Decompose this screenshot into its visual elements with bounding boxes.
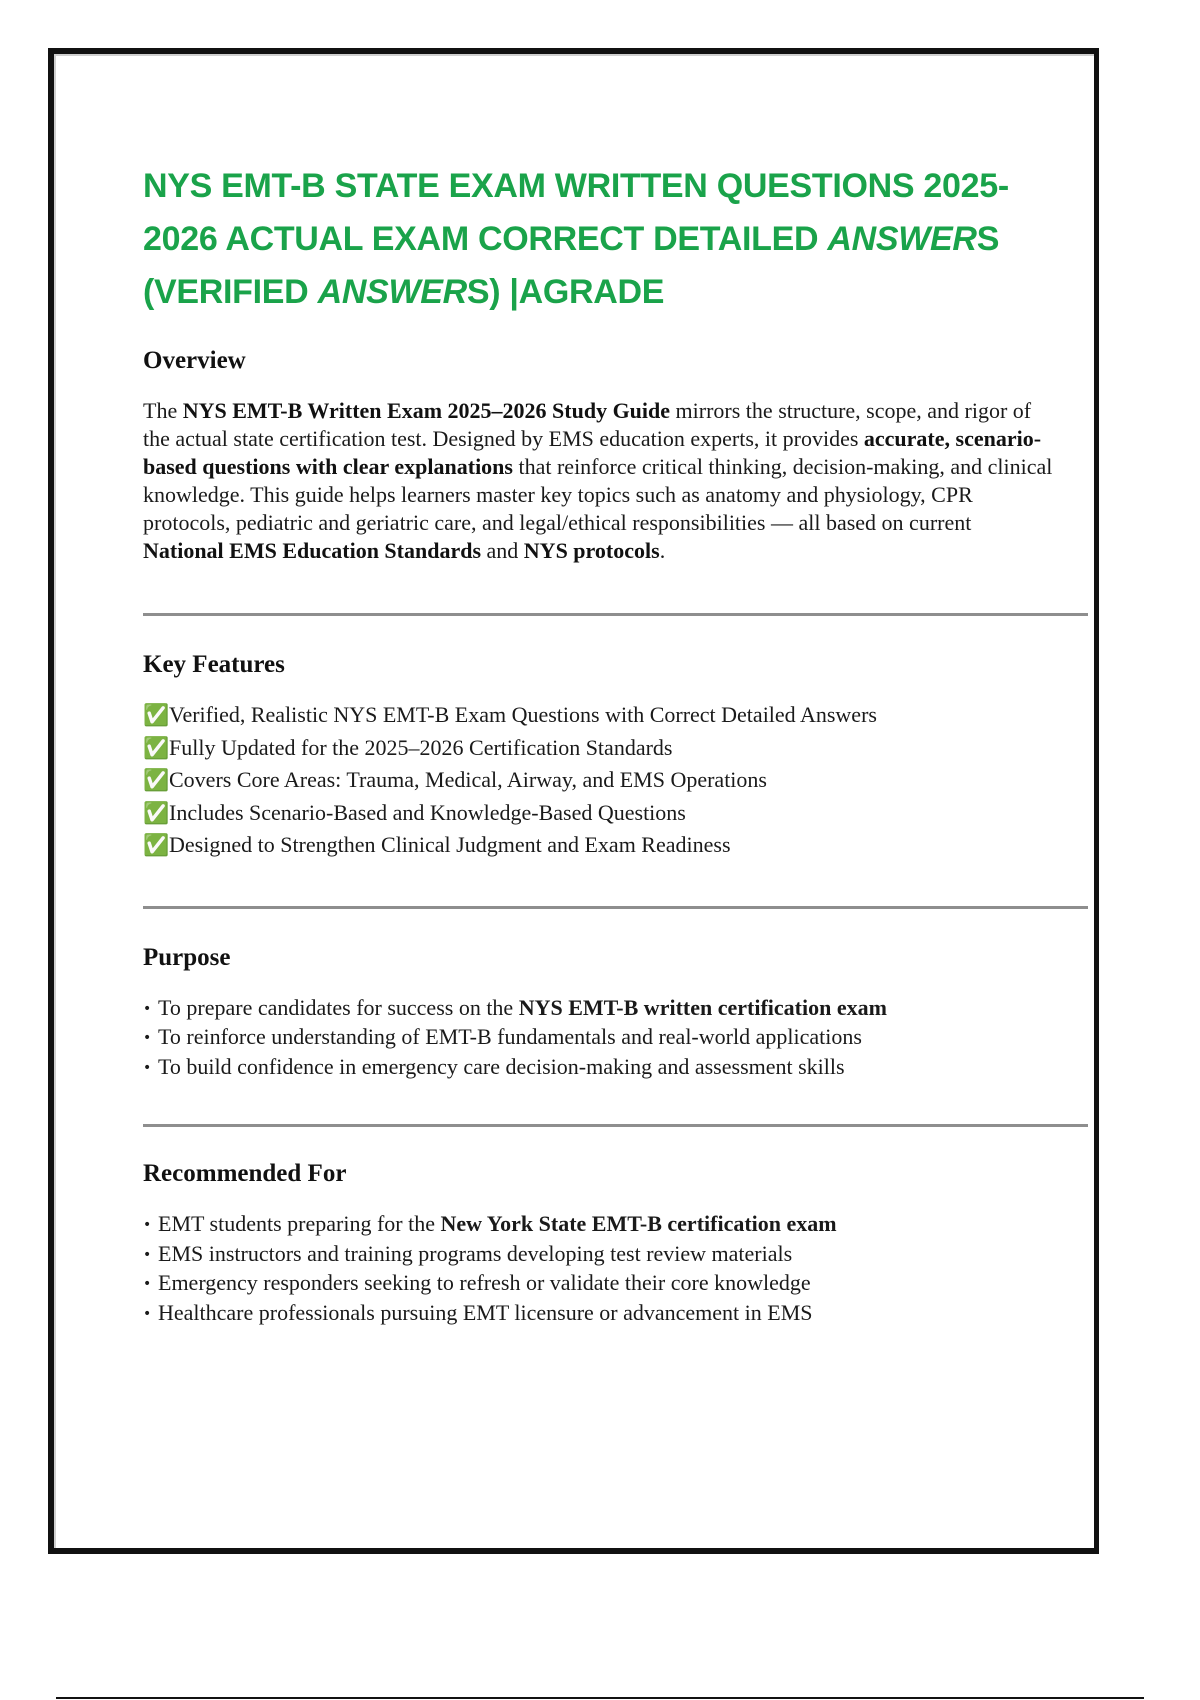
feature-text: Includes Scenario-Based and Knowledge-Based Questions	[169, 799, 686, 825]
check-mark-icon: ✅	[143, 768, 170, 792]
title-line-1: NYS EMT-B STATE EXAM WRITTEN QUESTIONS 2025-	[143, 167, 1009, 205]
overview-text-5: .	[659, 538, 666, 563]
list-item	[143, 764, 1088, 797]
list-item	[143, 1269, 1088, 1299]
list-item	[143, 1299, 1088, 1329]
overview-text-3: that reinforce critical thinking, decision-making, and clinical knowledge. This guide helps learners master key topics such as anatomy and physiology, CPR protocols, pediatric and geriatric care, and legal/ethical responsibilities — all based on current	[143, 454, 1053, 535]
recommended-text: Emergency responders seeking to refresh or validate their core knowledge	[158, 1270, 811, 1295]
list-item	[143, 994, 1088, 1024]
document-title	[143, 160, 1088, 319]
list-item	[143, 797, 1088, 830]
feature-text: Designed to Strengthen Clinical Judgment and Exam Readiness	[169, 832, 731, 857]
title-line-3c: S) |AGRADE	[466, 273, 665, 311]
overview-bold-standards: National EMS Education Standards	[143, 538, 482, 563]
list-item	[143, 699, 1088, 732]
purpose-heading: Purpose	[143, 943, 231, 971]
section-divider	[143, 613, 1088, 616]
recommended-heading: Recommended For	[143, 1160, 347, 1187]
overview-text-1: The	[143, 398, 183, 423]
title-line-2a: 2026 ACTUAL EXAM CORRECT DETAILED	[143, 220, 828, 258]
list-item	[143, 1240, 1088, 1270]
overview-text-2: mirrors the structure, scope, and rigor of the actual state certification test. Designed by EMS education experts, it provides	[143, 398, 1032, 451]
section-divider	[143, 906, 1088, 909]
purpose-list	[143, 994, 1088, 1083]
section-divider	[143, 1124, 1088, 1127]
document-content	[143, 160, 1088, 1328]
bullet-icon: •	[143, 1217, 152, 1233]
key-features-heading: Key Features	[143, 651, 285, 678]
title-line-3a: (VERIFIED	[143, 273, 318, 311]
overview-paragraph	[143, 397, 1055, 565]
title-line-3b: ANSWER	[317, 273, 467, 311]
overview-heading: Overview	[143, 347, 246, 374]
list-item	[143, 732, 1088, 765]
title-line-2c: S	[976, 220, 1000, 258]
check-mark-icon: ✅	[143, 800, 170, 825]
bullet-icon: •	[143, 1030, 152, 1046]
list-item	[143, 1053, 1088, 1083]
bullet-icon: •	[143, 1000, 152, 1017]
overview-bold-questions: accurate, scenario-based questions with clear explanations	[143, 426, 1042, 479]
feature-text: Verified, Realistic NYS EMT-B Exam Questions with Correct Detailed Answers	[169, 702, 877, 727]
recommended-bold: New York State EMT-B certification exam	[440, 1211, 837, 1236]
recommended-text: EMS instructors and training programs developing test review materials	[158, 1240, 793, 1266]
recommended-text: EMT students preparing for the	[158, 1211, 441, 1236]
recommended-text: Healthcare professionals pursuing EMT licensure or advancement in EMS	[158, 1299, 813, 1325]
purpose-text: To build confidence in emergency care decision-making and assessment skills	[158, 1053, 845, 1079]
title-line-2b: ANSWER	[827, 220, 977, 258]
bullet-icon: •	[143, 1305, 152, 1322]
purpose-text: To prepare candidates for success on the	[158, 994, 519, 1020]
list-item	[143, 1210, 1088, 1240]
overview-bold-study-guide: NYS EMT-B Written Exam 2025–2026 Study Guide	[182, 398, 671, 423]
check-mark-icon: ✅	[143, 833, 170, 857]
list-item	[143, 1023, 1088, 1053]
check-mark-icon: ✅	[143, 735, 170, 760]
bullet-icon: •	[143, 1059, 152, 1076]
purpose-text: To reinforce understanding of EMT-B fundamentals and real-world applications	[158, 1024, 862, 1049]
list-item	[143, 829, 1088, 862]
overview-bold-protocols: NYS protocols	[523, 538, 660, 563]
bullet-icon: •	[143, 1276, 152, 1292]
check-mark-icon: ✅	[143, 703, 170, 727]
overview-text-4: and	[481, 538, 524, 563]
purpose-bold: NYS EMT-B written certification exam	[518, 994, 887, 1020]
key-features-list	[143, 699, 1088, 862]
bullet-icon: •	[143, 1246, 152, 1263]
recommended-list	[143, 1210, 1088, 1328]
feature-text: Fully Updated for the 2025–2026 Certification Standards	[169, 734, 673, 760]
feature-text: Covers Core Areas: Trauma, Medical, Airway, and EMS Operations	[169, 767, 767, 792]
page-bottom-rule	[56, 1697, 1144, 1699]
